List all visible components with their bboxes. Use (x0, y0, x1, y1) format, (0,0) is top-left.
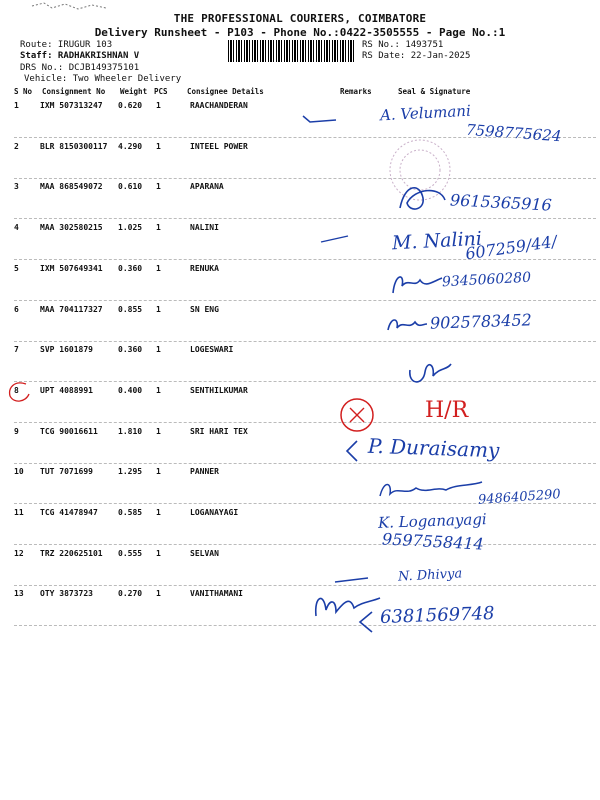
row-consignment-no: TCG 41478947 (40, 508, 98, 517)
row-consignee: PANNER (190, 467, 219, 477)
rs-date: RS Date: 22-Jan-2025 (362, 51, 471, 61)
row-divider (14, 422, 596, 423)
number-row4: 607259/44/ (464, 231, 559, 264)
row-divider (14, 341, 596, 342)
row-pcs: 1 (156, 385, 161, 395)
row-sno: 13 (14, 589, 24, 599)
row-sno: 6 (14, 304, 19, 314)
signature-row7 (405, 350, 455, 390)
company-title: THE PROFESSIONAL COURIERS, COIMBATORE (173, 12, 427, 25)
row-weight: 0.855 (118, 304, 143, 314)
row-consignment-no: OTY 3873723 (40, 589, 93, 599)
signature-row9: P. Duraisamy (367, 433, 500, 463)
row-consignment-no: MAA 704117327 (40, 304, 103, 314)
row-sno: 8 (14, 385, 19, 395)
row-consignee: SN ENG (190, 304, 219, 314)
row-consignee: APARANA (190, 182, 224, 192)
row-consignee: VANITHAMANI (190, 589, 243, 599)
col-weight: Weight (120, 87, 148, 96)
row-pcs: 1 (156, 182, 161, 192)
red-circle-mark (336, 395, 378, 435)
row-pcs: 1 (156, 101, 161, 110)
row-sno: 5 (14, 263, 19, 273)
row-consignee: LOGESWARI (190, 345, 234, 355)
row-consignment-no: MAA 868549072 (40, 182, 103, 192)
row-sno: 1 (14, 101, 19, 110)
row-consignee: SELVAN (190, 548, 219, 558)
row-divider (14, 300, 596, 301)
row-pcs: 1 (156, 304, 161, 314)
row-sno: 9 (14, 426, 19, 436)
hr-mark-row8: H/R (425, 398, 469, 423)
phone-row10: 9486405290 (477, 487, 562, 508)
row-sno: 4 (14, 223, 19, 233)
row-consignment-no: MAA 302580215 (40, 223, 103, 233)
phone-row6: 9025783452 (429, 310, 533, 333)
row-consignee: SENTHILKUMAR (190, 385, 248, 395)
drs-number: DRS No.: DCJB149375101 (20, 63, 140, 73)
signature-row5 (390, 268, 445, 298)
row-pcs: 1 (156, 548, 161, 558)
signature-row13 (310, 584, 390, 624)
row-consignment-no: IXM 507649341 (40, 263, 103, 273)
signature-row12: N. Dhivya (397, 566, 463, 585)
row-pcs: 1 (156, 508, 161, 517)
row-weight: 1.810 (118, 426, 143, 436)
row-consignment-no: TUT 7071699 (40, 467, 93, 477)
signature-row6 (385, 312, 430, 336)
row-divider (14, 585, 596, 586)
row-sno: 3 (14, 182, 19, 192)
rs-number: RS No.: 1493751 (362, 40, 444, 50)
route-info: Route: IRUGUR 103 (20, 40, 113, 50)
signature-row3 (395, 178, 450, 218)
arrow-row9 (342, 438, 362, 464)
signature-row11: K. Loganayagi (377, 510, 487, 532)
signature-row4: M. Nalini (391, 227, 483, 255)
row-consignee: NALINI (190, 223, 219, 233)
row-sno: 12 (14, 548, 24, 558)
row-sno: 11 (14, 508, 24, 517)
row-weight: 0.360 (118, 345, 143, 355)
row-consignee: RAACHANDERAN (190, 101, 248, 110)
row-pcs: 1 (156, 589, 161, 599)
row-divider (14, 463, 596, 464)
row-divider (14, 544, 596, 545)
row-consignee: LOGANAYAGI (190, 508, 239, 517)
row-divider (14, 625, 596, 626)
row-pcs: 1 (156, 263, 161, 273)
row-weight: 0.400 (118, 385, 143, 395)
row-weight: 0.270 (118, 589, 143, 599)
red-circle-row8 (6, 380, 32, 404)
row-sno: 7 (14, 345, 19, 355)
col-seal-signature: Seal & Signature (398, 87, 471, 96)
phone-row5: 9345060280 (441, 269, 532, 291)
col-pcs: PCS (154, 87, 168, 96)
row-weight: 0.620 (118, 101, 143, 110)
row-consignment-no: SVP 1601879 (40, 345, 93, 355)
row-consignment-no: IXM 507313247 (40, 101, 103, 110)
row-pcs: 1 (156, 467, 161, 477)
row-weight: 1.025 (118, 223, 143, 233)
col-remarks: Remarks (340, 87, 372, 96)
phone-row13: 6381569748 (379, 603, 495, 628)
row-pcs: 1 (156, 223, 161, 233)
phone-row11: 9597558414 (381, 529, 485, 554)
col-sno: S No (14, 87, 33, 96)
row-pcs: 1 (156, 345, 161, 355)
vehicle-info: Vehicle: Two Wheeler Delivery (24, 74, 182, 84)
dash-row4 (318, 232, 353, 246)
row-weight: 4.290 (118, 141, 143, 151)
row-consignment-no: UPT 4088991 (40, 385, 93, 395)
row-weight: 0.585 (118, 508, 143, 517)
row-weight: 0.555 (118, 548, 143, 558)
row-divider (14, 259, 596, 260)
row-consignment-no: BLR 8150300117 (40, 141, 108, 151)
row-weight: 0.360 (118, 263, 143, 273)
staff-info: Staff: RADHAKRISHNAN V (20, 51, 140, 61)
row-consignee: RENUKA (190, 263, 219, 273)
col-consignment: Consignment No (42, 87, 106, 96)
row-pcs: 1 (156, 426, 161, 436)
phone-row1: 7598775624 (465, 120, 562, 146)
arrow-row13 (354, 608, 378, 636)
row-sno: 2 (14, 141, 19, 151)
signature-row1: A. Velumani (379, 101, 472, 125)
col-consignee: Consignee Details (187, 87, 264, 96)
row-pcs: 1 (156, 141, 161, 151)
barcode (228, 40, 354, 62)
row-weight: 0.610 (118, 182, 143, 192)
signature-row10 (376, 476, 486, 506)
row-consignment-no: TRZ 220625101 (40, 548, 103, 558)
row-sno: 10 (14, 467, 24, 477)
row-divider (14, 381, 596, 382)
check-mark (300, 108, 340, 128)
row-consignee: INTEEL POWER (190, 141, 248, 151)
row-divider (14, 178, 596, 179)
phone-row3: 9615365916 (449, 190, 553, 215)
runsheet-title: Delivery Runsheet - P103 - Phone No.:0422-3505555 - Page No.:1 (94, 26, 506, 39)
row-consignment-no: TCG 90016611 (40, 426, 98, 436)
row-divider (14, 218, 596, 219)
row-consignee: SRI HARI TEX (190, 426, 248, 436)
row-weight: 1.295 (118, 467, 143, 477)
